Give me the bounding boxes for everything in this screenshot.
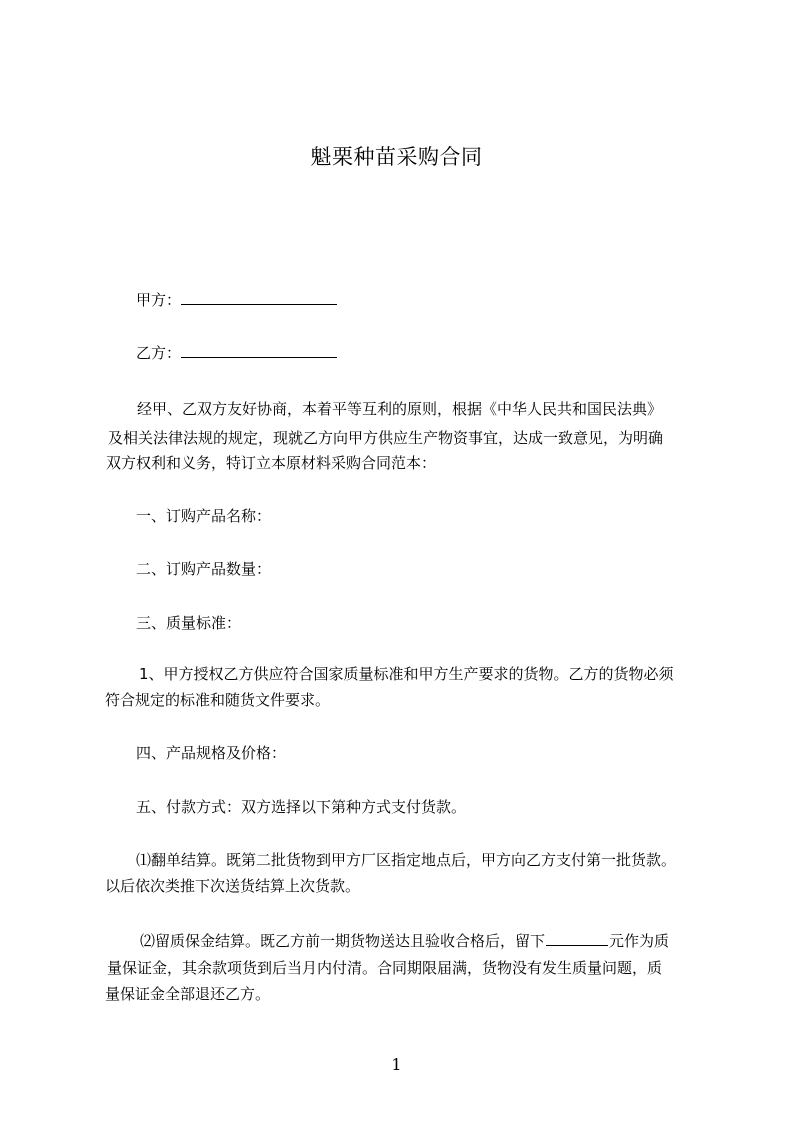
section-product-quantity: 二、订购产品数量： — [136, 560, 272, 578]
section-quality-standard: 三、质量标准： — [136, 614, 242, 632]
section-spec-price: 四、产品规格及价格： — [136, 744, 287, 762]
payment-option-2-line-1 — [140, 931, 669, 951]
intro-line-3: 双方权利和义务，特订立本原材料采购合同范本： — [106, 454, 437, 472]
intro-line-2: 及相关法律法规的规定，现就乙方向甲方供应生产物资事宜，达成一致意见，为明确 — [108, 429, 664, 447]
quality-clause-line-2: 符合规定的标准和随货文件要求。 — [105, 691, 331, 709]
page-number: 1 — [391, 1055, 402, 1074]
party-a-blank — [181, 290, 337, 305]
payment-option-1-line-1: ⑴翻单结算。既第二批货物到甲方厂区指定地点后，甲方向乙方支付第一批货款。 — [136, 851, 677, 869]
payment-option-2-line-2: 量保证金，其余款项货到后当月内付清。合同期限届满，货物没有发生质量问题，质 — [107, 959, 663, 977]
deposit-amount-blank — [546, 931, 608, 946]
party-a-line — [136, 290, 337, 310]
party-a-label: 甲方： — [136, 291, 182, 309]
party-b-blank — [181, 343, 337, 358]
document-title: 魁栗种苗采购合同 — [310, 145, 483, 169]
payment-option-2-text-before: ⑵留质保金结算。既乙方前一期货物送达且验收合格后，留下 — [140, 932, 546, 950]
quality-clause-line-1: 1、甲方授权乙方供应符合国家质量标准和甲方生产要求的货物。乙方的货物必须 — [139, 665, 674, 683]
intro-line-1: 经甲、乙双方友好协商，本着平等互利的原则，根据《中华人民共和国民法典》 — [137, 400, 663, 418]
party-b-line — [136, 343, 337, 363]
section-product-name: 一、订购产品名称： — [136, 507, 272, 525]
payment-option-2-line-3: 量保证金全部退还乙方。 — [105, 985, 271, 1003]
payment-option-1-line-2: 以后依次类推下次送货结算上次货款。 — [105, 877, 361, 895]
section-payment-method: 五、付款方式：双方选择以下第种方式支付货款。 — [136, 798, 467, 816]
payment-option-2-text-after: 元作为质 — [609, 932, 670, 950]
party-b-label: 乙方： — [136, 344, 182, 362]
